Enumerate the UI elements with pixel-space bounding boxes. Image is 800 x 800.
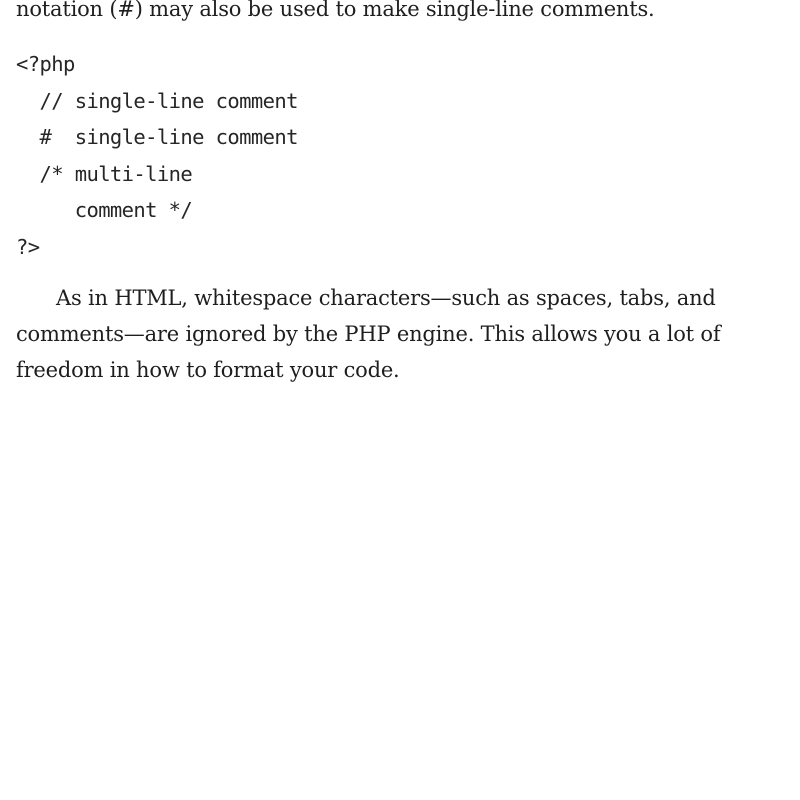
- code-line-multiline-end: comment */: [16, 198, 193, 222]
- whitespace-paragraph: As in HTML, whitespace characters—such as spaces, tabs, and comments—are ignored by the PHP engine. This allows you a lot of freedom in how to format your code.: [16, 286, 721, 382]
- code-line-php-open: <?php: [16, 52, 75, 76]
- php-code-block: [16, 46, 298, 265]
- intro-text: notation (#) may also be used to make single-line comments.: [16, 0, 655, 21]
- code-line-hash-comment: # single-line comment: [16, 125, 298, 149]
- code-line-php-close: ?>: [16, 234, 40, 259]
- code-line-double-slash-comment: // single-line comment: [16, 88, 298, 113]
- code-line-multiline-start: /* multi-line: [16, 161, 193, 186]
